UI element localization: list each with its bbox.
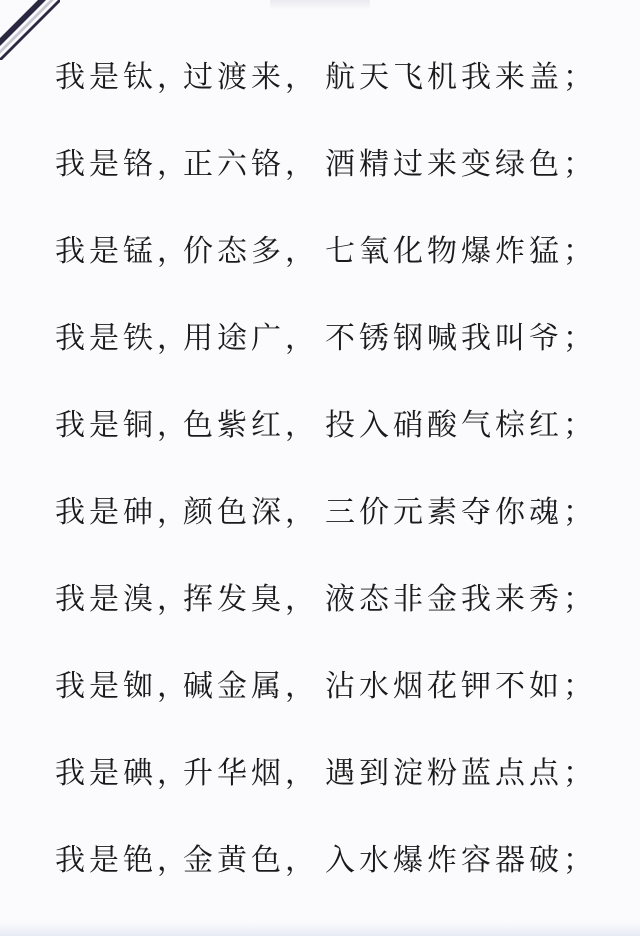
- corner-stripes-decoration: [0, 0, 60, 60]
- poem-line: [55, 552, 615, 639]
- top-shadow-decoration: [270, 0, 370, 10]
- element-detail: 三价元素夺你魂；: [325, 494, 597, 530]
- element-trait: 碱金属，: [183, 668, 319, 704]
- element-intro: 我是钛，: [55, 59, 191, 95]
- element-trait: 过渡来，: [183, 59, 319, 95]
- poem-line: [55, 291, 615, 378]
- element-detail: 投入硝酸气棕红；: [325, 407, 597, 443]
- element-trait: 价态多，: [183, 233, 319, 269]
- element-detail: 沾水烟花钾不如；: [325, 668, 597, 704]
- element-detail: 液态非金我来秀；: [325, 581, 597, 617]
- element-trait: 用途广，: [183, 320, 319, 356]
- element-trait: 挥发臭，: [183, 581, 319, 617]
- element-poem: [55, 30, 615, 900]
- poem-line: [55, 30, 615, 117]
- element-intro: 我是碘，: [55, 755, 191, 791]
- element-intro: 我是铜，: [55, 407, 191, 443]
- poem-line: [55, 117, 615, 204]
- poem-line: [55, 378, 615, 465]
- element-trait: 颜色深，: [183, 494, 319, 530]
- element-trait: 升华烟，: [183, 755, 319, 791]
- element-detail: 不锈钢喊我叫爷；: [325, 320, 597, 356]
- element-trait: 金黄色，: [183, 842, 319, 878]
- element-intro: 我是铷，: [55, 668, 191, 704]
- poem-line: [55, 639, 615, 726]
- element-intro: 我是铁，: [55, 320, 191, 356]
- element-trait: 色紫红，: [183, 407, 319, 443]
- element-intro: 我是铬，: [55, 146, 191, 182]
- element-detail: 入水爆炸容器破；: [325, 842, 597, 878]
- element-detail: 酒精过来变绿色；: [325, 146, 597, 182]
- poem-line: [55, 204, 615, 291]
- element-intro: 我是铯，: [55, 842, 191, 878]
- poem-line: [55, 726, 615, 813]
- poem-line: [55, 465, 615, 552]
- element-intro: 我是锰，: [55, 233, 191, 269]
- element-detail: 遇到淀粉蓝点点；: [325, 755, 597, 791]
- element-intro: 我是砷，: [55, 494, 191, 530]
- bottom-shadow-decoration: [0, 922, 640, 936]
- poem-line: [55, 813, 615, 900]
- element-detail: 航天飞机我来盖；: [325, 59, 597, 95]
- element-trait: 正六铬，: [183, 146, 319, 182]
- element-detail: 七氧化物爆炸猛；: [325, 233, 597, 269]
- element-intro: 我是溴，: [55, 581, 191, 617]
